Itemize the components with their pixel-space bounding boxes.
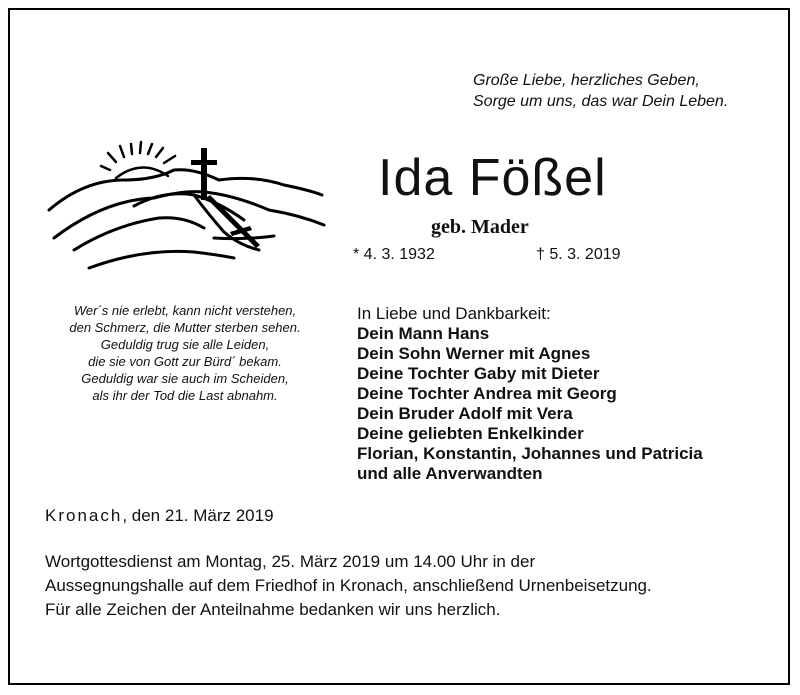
motto-line: Große Liebe, herzliches Geben, [473,72,700,89]
place-and-date [45,506,274,526]
mourner-name: Deine Tochter Andrea mit Georg [357,384,617,403]
mourner-name: Deine Tochter Gaby mit Dieter [357,364,600,383]
deceased-name: Ida Fößel [378,149,607,207]
poem-line: als ihr der Tod die Last abnahm. [92,388,278,403]
poem-line: Geduldig war sie auch im Scheiden, [81,371,289,386]
service-info [45,550,785,622]
service-line: Wortgottesdienst am Montag, 25. März 2019 um 14.00 Uhr in der [45,552,536,571]
service-line: Für alle Zeichen der Anteilnahme bedanken wir uns herzlich. [45,600,501,619]
mourner-name: und alle Anverwandten [357,464,543,483]
mourner-name: Dein Mann Hans [357,324,490,343]
memorial-illustration [44,140,329,275]
mourner-name: Florian, Konstantin, Johannes und Patricia [357,444,703,463]
notice-date: , den 21. März 2019 [122,506,274,525]
mourners-intro: In Liebe und Dankbarkeit: [357,304,551,323]
birth-date: * 4. 3. 1932 [353,246,435,263]
mourners-block [357,304,777,484]
life-dates [353,246,653,268]
motto-line: Sorge um uns, das war Dein Leben. [473,93,729,110]
death-date: † 5. 3. 2019 [536,246,621,263]
motto [473,70,773,112]
birth-name: geb. Mader [431,216,529,238]
poem-line: die sie von Gott zur Bürd´ bekam. [88,354,282,369]
poem-line: Geduldig trug sie alle Leiden, [100,337,270,352]
place-city: Kronach [45,506,123,525]
poem-line: Wer´s nie erlebt, kann nicht verstehen, [73,303,297,318]
hills-icon [49,170,324,268]
service-line: Aussegnungshalle auf dem Friedhof in Kronach, anschließend Urnenbeisetzung. [45,576,652,595]
mourner-name: Dein Sohn Werner mit Agnes [357,344,591,363]
mourner-name: Dein Bruder Adolf mit Vera [357,404,573,423]
mourner-name: Deine geliebten Enkelkinder [357,424,584,443]
poem-line: den Schmerz, die Mutter sterben sehen. [69,320,301,335]
mourners-list [357,324,777,484]
rising-sun-icon [101,142,175,178]
memorial-poem [40,302,330,404]
